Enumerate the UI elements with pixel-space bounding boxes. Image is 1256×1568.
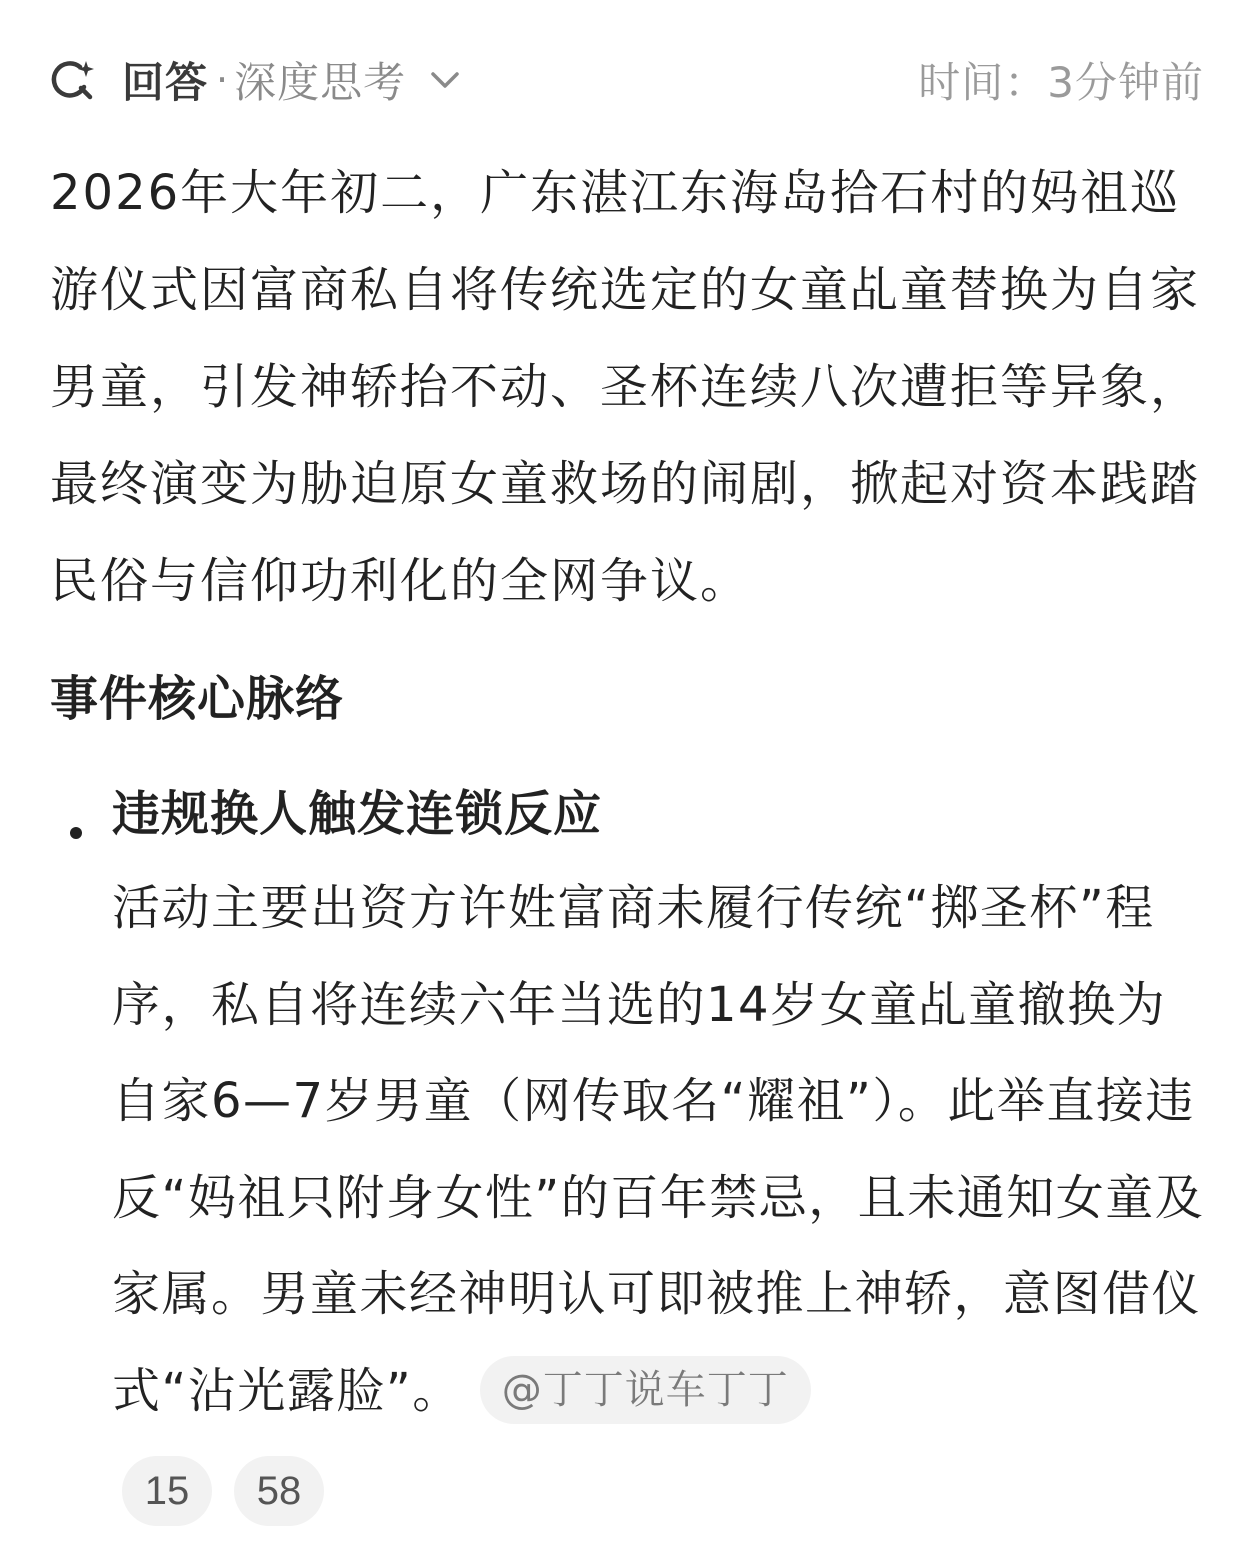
bullet-body [112, 860, 1212, 1439]
section-title: 事件核心脉络 [50, 671, 345, 727]
bullet-title: 违规换人触发连锁反应 [112, 786, 603, 842]
mention-chip[interactable]: @丁丁说车丁丁 [480, 1356, 811, 1424]
chevron-down-icon[interactable] [428, 63, 462, 97]
answer-label: 回答 [122, 58, 209, 107]
separator-dot: · [216, 58, 229, 102]
timestamp: 时间：3分钟前 [918, 58, 1204, 107]
answer-header [50, 50, 1204, 110]
bullet-body-text: 活动主要出资方许姓富商未履行传统“掷圣杯”程序，私自将连续六年当选的14岁女童乩童撤换为自家6—7岁男童（网传取名“耀祖”）。此举直接违反“妈祖只附身女性”的百年禁忌，且未通知女童及家属。男童未经神明认可即被推上神轿，意图借仪式“沾光露脸”。 [112, 880, 1205, 1419]
search-sparkle-icon [50, 57, 96, 103]
reference-counts [122, 1456, 324, 1526]
bullet-dot [70, 827, 82, 839]
deep-thinking-label: 深度思考 [234, 58, 407, 107]
reference-count-pill[interactable]: 58 [234, 1456, 324, 1526]
intro-paragraph: 2026年大年初二，广东湛江东海岛拾石村的妈祖巡游仪式因富商私自将传统选定的女童乩童替换为自家男童，引发神轿抬不动、圣杯连续八次遭拒等异象，最终演变为胁迫原女童救场的闹剧，掀起对资本践踏民俗与信仰功利化的全网争议。 [50, 165, 1201, 609]
reference-count-pill[interactable]: 15 [122, 1456, 212, 1526]
answer-mode-toggle[interactable] [50, 50, 462, 110]
